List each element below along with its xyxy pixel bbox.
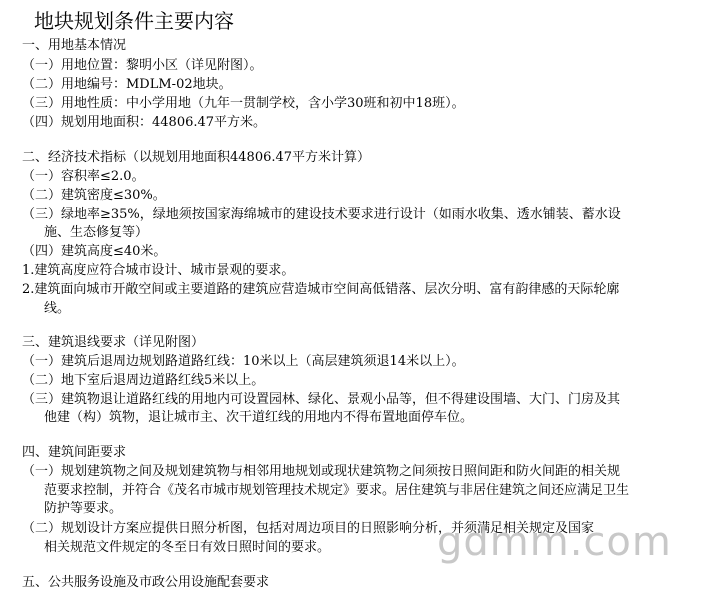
section-2-line-2: （二）建筑密度≤30%。: [22, 188, 166, 203]
section-4-line-1-cont-1: 范要求控制，并符合《茂名市城市规划管理技术规定》要求。居住建筑与非居住建筑之间还应满足卫生: [44, 483, 630, 498]
site-watermark: gdmm.com: [437, 519, 672, 565]
section-2-line-5: 1.建筑高度应符合城市设计、城市景观的要求。: [22, 263, 295, 278]
section-4-line-2-cont: 相关规范文件规定的冬至日有效日照时间的要求。: [44, 540, 331, 555]
section-2-line-3: （三）绿地率≥35%，绿地须按国家海绵城市的建设技术要求进行设计（如雨水收集、透水铺装、蓄水设: [22, 207, 621, 222]
section-3-line-3: （三）建筑物退让道路红线的用地内可设置园林、绿化、景观小品等，但不得建设围墙、大门、门房及其: [22, 392, 621, 407]
section-2-line-6-cont: 线。: [44, 301, 71, 316]
section-1-line-1: （一）用地位置：黎明小区（详见附图）。: [22, 58, 263, 73]
section-3-heading: 三、建筑退线要求（详见附图）: [22, 335, 205, 350]
section-2-line-6: 2.建筑面向城市开敞空间或主要道路的建筑应营造城市空间高低错落、层次分明、富有韵律感的天际轮廓: [22, 282, 620, 297]
section-1-heading: 一、用地基本情况: [22, 38, 127, 53]
page-title: 地块规划条件主要内容: [34, 9, 234, 33]
section-3-line-1: （一）建筑后退周边规划路道路红线：10米以上（高层建筑须退14米以上）。: [22, 354, 465, 369]
section-2-heading: 二、经济技术指标（以规划用地面积44806.47平方米计算）: [22, 150, 371, 165]
section-5-heading: 五、公共服务设施及市政公用设施配套要求: [22, 575, 270, 590]
section-4-line-2: （二）规划设计方案应提供日照分析图，包括对周边项目的日照影响分析，并须满足相关规定及国家: [22, 521, 595, 536]
section-1-line-3: （三）用地性质：中小学用地（九年一贯制学校，含小学30班和初中18班）。: [22, 96, 465, 111]
section-3-line-2: （二）地下室后退周边道路红线5米以上。: [22, 373, 265, 388]
section-1-line-2: （二）用地编号：MDLM-02地块。: [22, 77, 232, 92]
section-4-line-1-cont-2: 防护等要求。: [44, 501, 123, 516]
section-2-line-3-cont: 施、生态修复等）: [44, 225, 149, 240]
section-4-line-1: （一）规划建筑物之间及规划建筑物与相邻用地规划或现状建筑物之间须按日照间距和防火间距的相关规: [22, 464, 621, 479]
section-4-heading: 四、建筑间距要求: [22, 445, 127, 460]
section-2-line-1: （一）容积率≤2.0。: [22, 169, 145, 184]
section-1-line-4: （四）规划用地面积：44806.47平方米。: [22, 115, 267, 130]
section-2-line-4: （四）建筑高度≤40米。: [22, 244, 167, 259]
section-3-line-3-cont: 他建（构）筑物，退让城市主、次干道红线的用地内不得布置地面停车位。: [44, 410, 474, 425]
